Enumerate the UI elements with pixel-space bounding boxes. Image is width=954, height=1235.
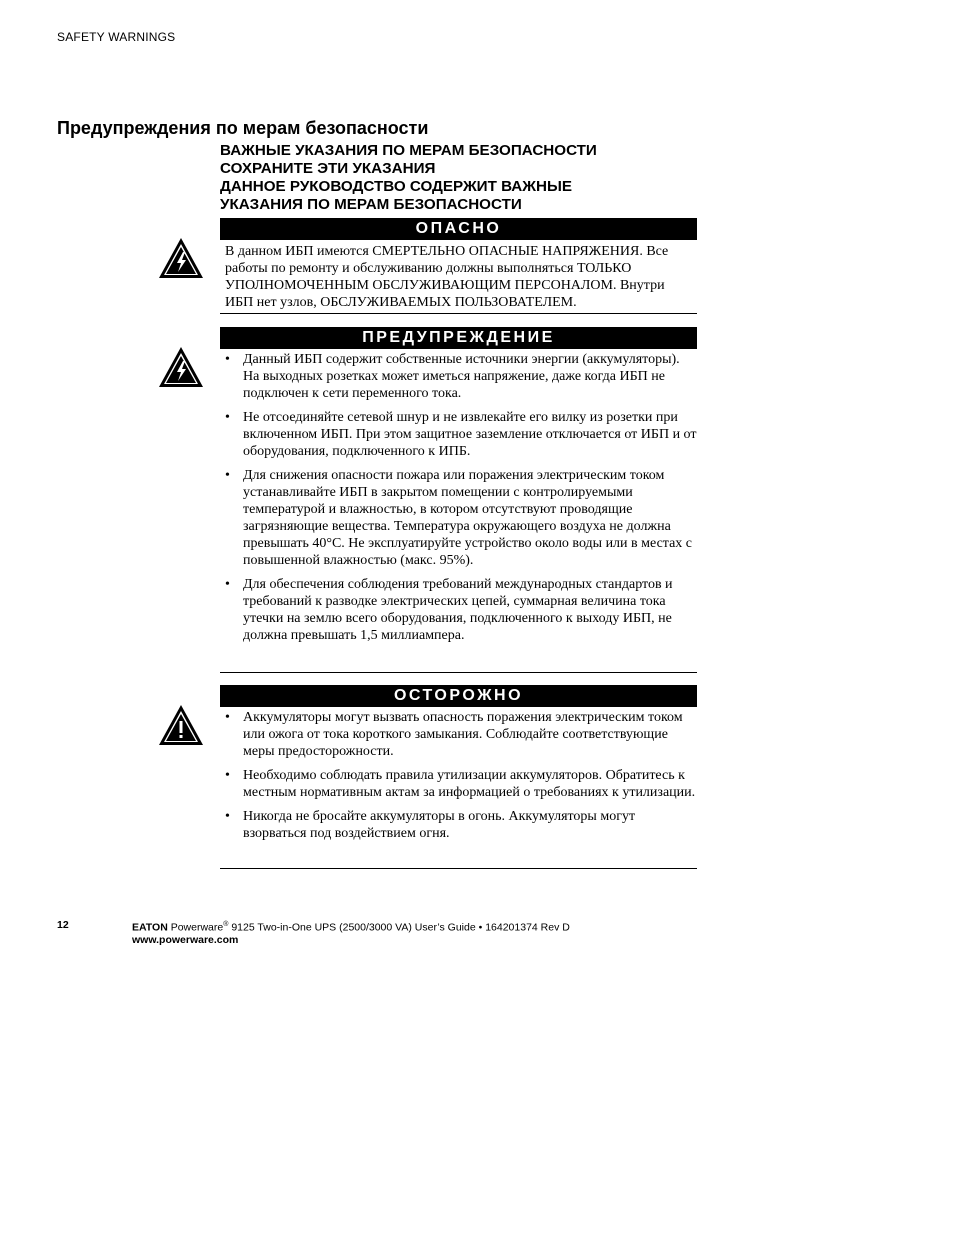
footer-citation: [132, 919, 570, 946]
list-item: [220, 409, 697, 460]
brand-name: EATON: [132, 921, 168, 934]
important-line: УКАЗАНИЯ ПО МЕРАМ БЕЗОПАСНОСТИ: [220, 196, 522, 213]
footer-url: www.powerware.com: [132, 933, 239, 946]
list-item-text: Никогда не бросайте аккумуляторы в огонь. Аккумуляторы могут взорваться под воздействием огня.: [243, 809, 636, 841]
caution-banner: ОСТОРОЖНО: [220, 685, 697, 707]
section-header: SAFETY WARNINGS: [57, 30, 176, 44]
divider: [220, 313, 697, 314]
list-item-text: Для обеспечения соблюдения требований международных стандартов и требований к разводке электрических цепей, суммарная величина тока утечки на землю всего оборудования, подключенного к выходу ИБП, не должна превышать 1,5 миллиампера.: [243, 577, 673, 643]
page-number: 12: [57, 919, 69, 931]
danger-text: В данном ИБП имеются СМЕРТЕЛЬНО ОПАСНЫЕ НАПРЯЖЕНИЯ. Все работы по ремонту и обслуживанию должны выполняться ТОЛЬКО УПОЛНОМОЧЕННЫМ ОБСЛУЖИВАЮЩИМ ПЕРСОНАЛОМ. Внутри ИБП нет узлов, ОБСЛУЖИВАЕМЫХ ПОЛЬЗОВАТЕЛЕМ.: [225, 244, 669, 310]
divider: [220, 672, 697, 673]
warning-banner: ПРЕДУПРЕЖДЕНИЕ: [220, 327, 697, 349]
bullet: •: [225, 768, 230, 783]
electrical-hazard-icon: [158, 237, 204, 279]
important-line: ВАЖНЫЕ УКАЗАНИЯ ПО МЕРАМ БЕЗОПАСНОСТИ: [220, 142, 597, 159]
list-item: [220, 351, 697, 402]
bullet: •: [225, 809, 230, 824]
important-notice: [220, 142, 700, 214]
list-item-text: Данный ИБП содержит собственные источники энергии (аккумуляторы). На выходных розетках может иметься напряжение, даже когда ИБП не подключен к сети переменного тока.: [243, 352, 680, 401]
electrical-hazard-icon: [158, 346, 204, 388]
product-name: Powerware: [167, 921, 224, 934]
list-item-text: Необходимо соблюдать правила утилизации аккумуляторов. Обратитесь к местным нормативным актам за информацией о требованиях к утилизации.: [243, 768, 696, 800]
caution-section: [220, 685, 697, 849]
page-title: Предупреждения по мерам безопасности: [57, 118, 429, 138]
bullet: •: [225, 410, 230, 425]
bullet: •: [225, 468, 230, 483]
list-item: [220, 808, 697, 842]
divider: [220, 868, 697, 869]
bullet: •: [225, 577, 230, 592]
important-line: СОХРАНИТЕ ЭТИ УКАЗАНИЯ: [220, 160, 436, 177]
list-item-text: Аккумуляторы могут вызвать опасность поражения электрическим током или ожога от тока короткого замыкания. Соблюдайте соответствующие меры предосторожности.: [243, 710, 683, 759]
bullet: •: [225, 352, 230, 367]
list-item: [220, 767, 697, 801]
exclamation-warning-icon: [158, 704, 204, 746]
guide-title: 9125 Two-in-One UPS (2500/3000 VA) User’s Guide • 164201374 Rev D: [228, 921, 570, 934]
registered-mark: ®: [223, 921, 229, 928]
bullet: •: [225, 710, 230, 725]
important-line: ДАННОЕ РУКОВОДСТВО СОДЕРЖИТ ВАЖНЫЕ: [220, 178, 572, 195]
warning-section: [220, 327, 697, 651]
list-item: [220, 709, 697, 760]
list-item-text: Для снижения опасности пожара или поражения электрическим током устанавливайте ИБП в закрытом помещении с контролируемыми температурой и влажностью, в котором отсутствуют проводящие загрязняющие вещества. Температура окружающего воздуха не должна превышать 40°C. Не эксплуатируйте устройство около воды или в местах с повышенной влажностью (макс. 95%).: [243, 468, 692, 568]
list-item: [220, 467, 697, 569]
list-item-text: Не отсоединяйте сетевой шнур и не извлекайте его вилку из розетки при включенном ИБП. При этом защитное заземление отключается от ИБП и от оборудования, подключенного к ИПБ.: [243, 410, 697, 459]
danger-section: [220, 218, 697, 312]
danger-banner: ОПАСНО: [220, 218, 697, 240]
list-item: [220, 576, 697, 644]
